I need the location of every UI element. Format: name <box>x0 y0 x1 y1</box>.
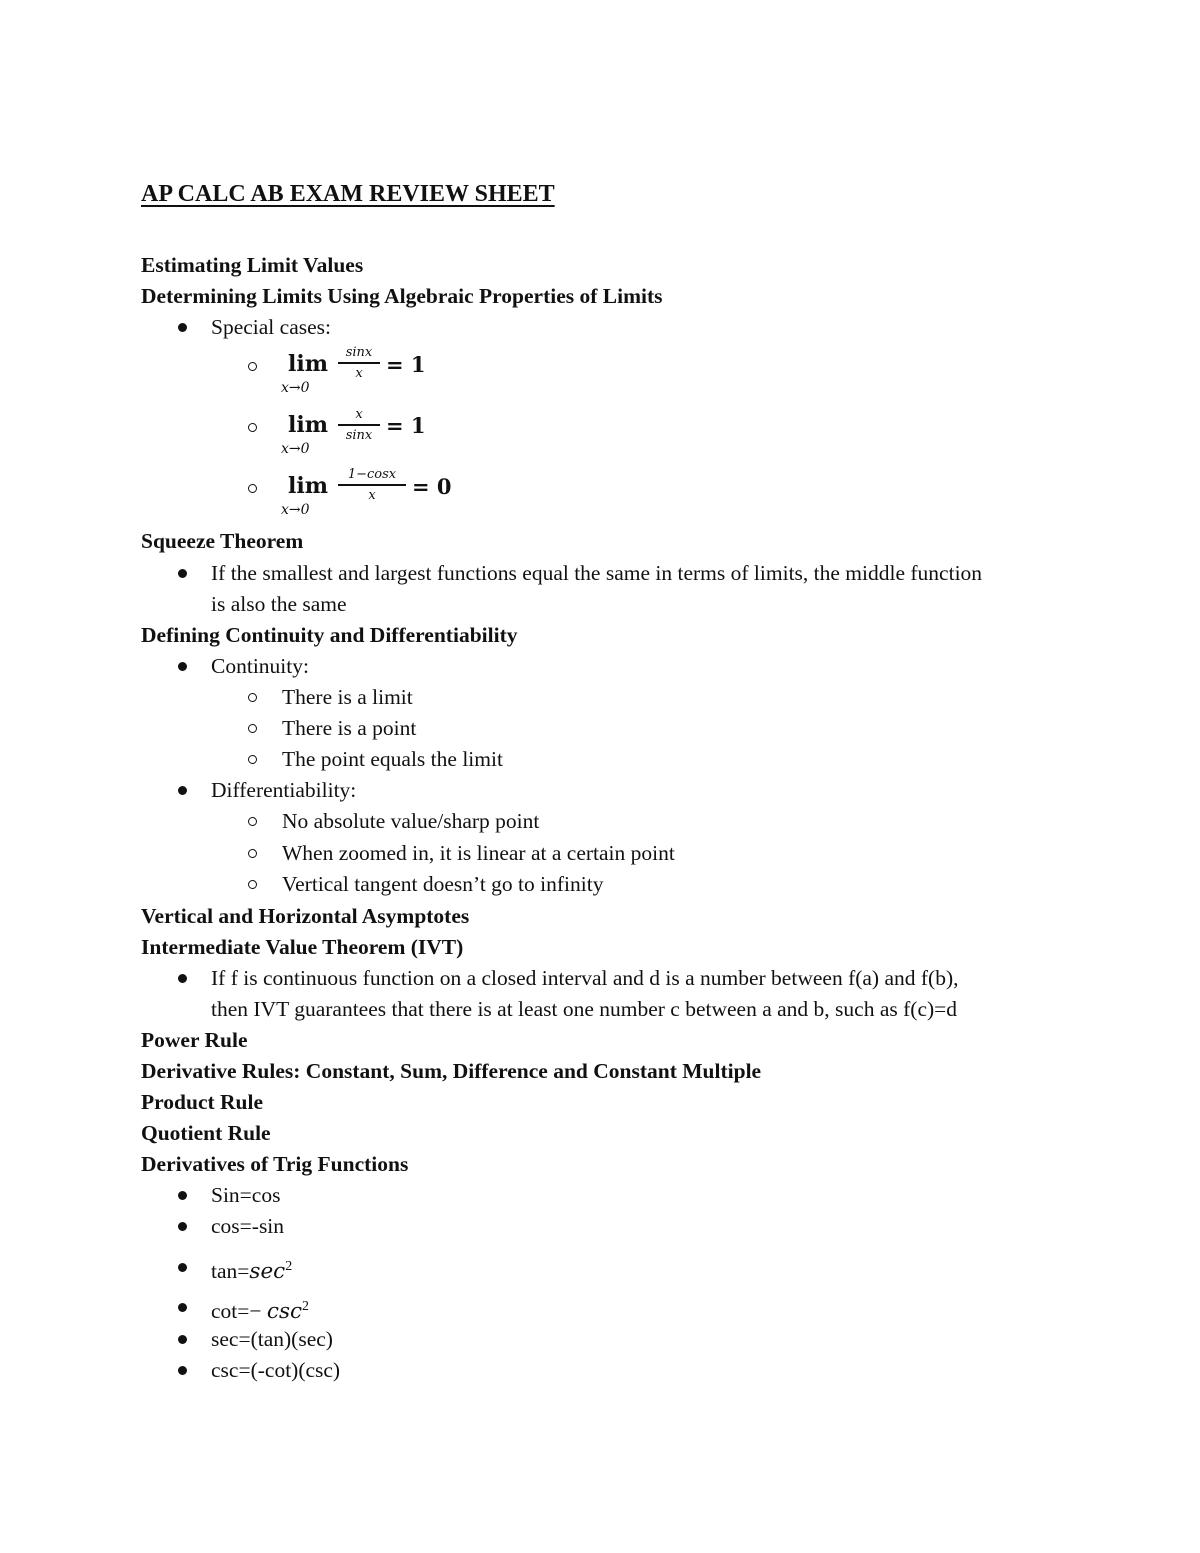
heading-continuity-differentiability: Defining Continuity and Differentiability <box>141 623 518 647</box>
differentiability-item: Vertical tangent doesn’t go to infinity <box>282 872 604 896</box>
bullet <box>178 569 187 578</box>
bullet <box>178 1263 187 1272</box>
ivt-text-line1: If f is continuous function on a closed interval and d is a number between f(a) and f(b), <box>211 966 959 990</box>
sub-bullet <box>248 484 257 493</box>
fraction-denominator: sinx <box>345 427 373 443</box>
cot-prefix: cot=− <box>211 1299 262 1324</box>
sub-bullet <box>248 880 257 889</box>
limit-fraction <box>338 467 406 503</box>
continuity-item: There is a limit <box>282 685 413 709</box>
heading-derivative-rules: Derivative Rules: Constant, Sum, Difference and Constant Multiple <box>141 1059 762 1083</box>
trig-derivative-sec: sec=(tan)(sec) <box>211 1327 333 1351</box>
squeeze-text-line1: If the smallest and largest functions equal the same in terms of limits, the middle function <box>211 561 983 585</box>
bullet <box>178 1335 187 1344</box>
limit-operator: lim <box>288 473 328 499</box>
tan-exponent: 2 <box>285 1259 293 1274</box>
continuity-label: Continuity: <box>211 654 309 678</box>
limit-operator: lim <box>288 412 328 438</box>
bullet <box>178 1366 187 1375</box>
page-title: AP CALC AB EXAM REVIEW SHEET <box>141 181 555 207</box>
limit-approach: x→0 <box>281 441 310 457</box>
special-cases-label: Special cases: <box>211 315 331 339</box>
sub-bullet <box>248 423 257 432</box>
limit-fraction <box>338 345 380 381</box>
trig-derivative-cot <box>211 1294 309 1325</box>
fraction-denominator: x <box>355 365 363 381</box>
sub-bullet <box>248 693 257 702</box>
fraction-bar <box>338 424 380 426</box>
fraction-numerator: 1−cosx <box>347 467 397 482</box>
bullet <box>178 1222 187 1231</box>
heading-squeeze-theorem: Squeeze Theorem <box>141 529 304 553</box>
continuity-item: The point equals the limit <box>282 747 503 771</box>
limit-approach: x→0 <box>281 502 310 518</box>
limit-approach: x→0 <box>281 380 310 396</box>
trig-derivative-csc: csc=(-cot)(csc) <box>211 1358 341 1382</box>
cot-function: csc <box>266 1299 303 1325</box>
trig-derivative-tan <box>211 1254 292 1285</box>
fraction-bar <box>338 362 380 364</box>
continuity-item: There is a point <box>282 716 417 740</box>
ivt-text-line2: then IVT guarantees that there is at least one number c between a and b, such as f(c)=d <box>211 997 958 1021</box>
heading-trig-derivatives: Derivatives of Trig Functions <box>141 1152 409 1176</box>
limit-operator: lim <box>288 351 328 377</box>
bullet <box>178 662 187 671</box>
tan-prefix: tan= <box>211 1259 250 1284</box>
heading-ivt: Intermediate Value Theorem (IVT) <box>141 935 464 959</box>
limit-result: = 1 <box>386 413 426 438</box>
limit-fraction <box>338 407 380 443</box>
heading-estimating-limits: Estimating Limit Values <box>141 253 364 277</box>
differentiability-item: When zoomed in, it is linear at a certain point <box>282 841 675 865</box>
heading-asymptotes: Vertical and Horizontal Asymptotes <box>141 904 470 928</box>
trig-derivative-cos: cos=-sin <box>211 1214 285 1238</box>
bullet <box>178 974 187 983</box>
sub-bullet <box>248 849 257 858</box>
fraction-bar <box>338 484 406 486</box>
limit-result: = 0 <box>412 474 452 499</box>
differentiability-item: No absolute value/sharp point <box>282 809 540 833</box>
heading-product-rule: Product Rule <box>141 1090 264 1114</box>
heading-power-rule: Power Rule <box>141 1028 248 1052</box>
limit-result: = 1 <box>386 352 426 377</box>
squeeze-text-line2: is also the same <box>211 592 347 616</box>
bullet <box>178 323 187 332</box>
differentiability-label: Differentiability: <box>211 778 357 802</box>
heading-algebraic-limits: Determining Limits Using Algebraic Properties of Limits <box>141 284 663 308</box>
tan-function: sec <box>249 1259 286 1285</box>
bullet <box>178 1191 187 1200</box>
fraction-numerator: sinx <box>345 345 373 360</box>
sub-bullet <box>248 362 257 371</box>
bullet <box>178 786 187 795</box>
cot-exponent: 2 <box>302 1299 310 1314</box>
fraction-numerator: x <box>355 407 363 422</box>
sub-bullet <box>248 817 257 826</box>
heading-quotient-rule: Quotient Rule <box>141 1121 271 1145</box>
bullet <box>178 1303 187 1312</box>
sub-bullet <box>248 755 257 764</box>
sub-bullet <box>248 724 257 733</box>
fraction-denominator: x <box>368 487 376 503</box>
trig-derivative-sin: Sin=cos <box>211 1183 281 1207</box>
